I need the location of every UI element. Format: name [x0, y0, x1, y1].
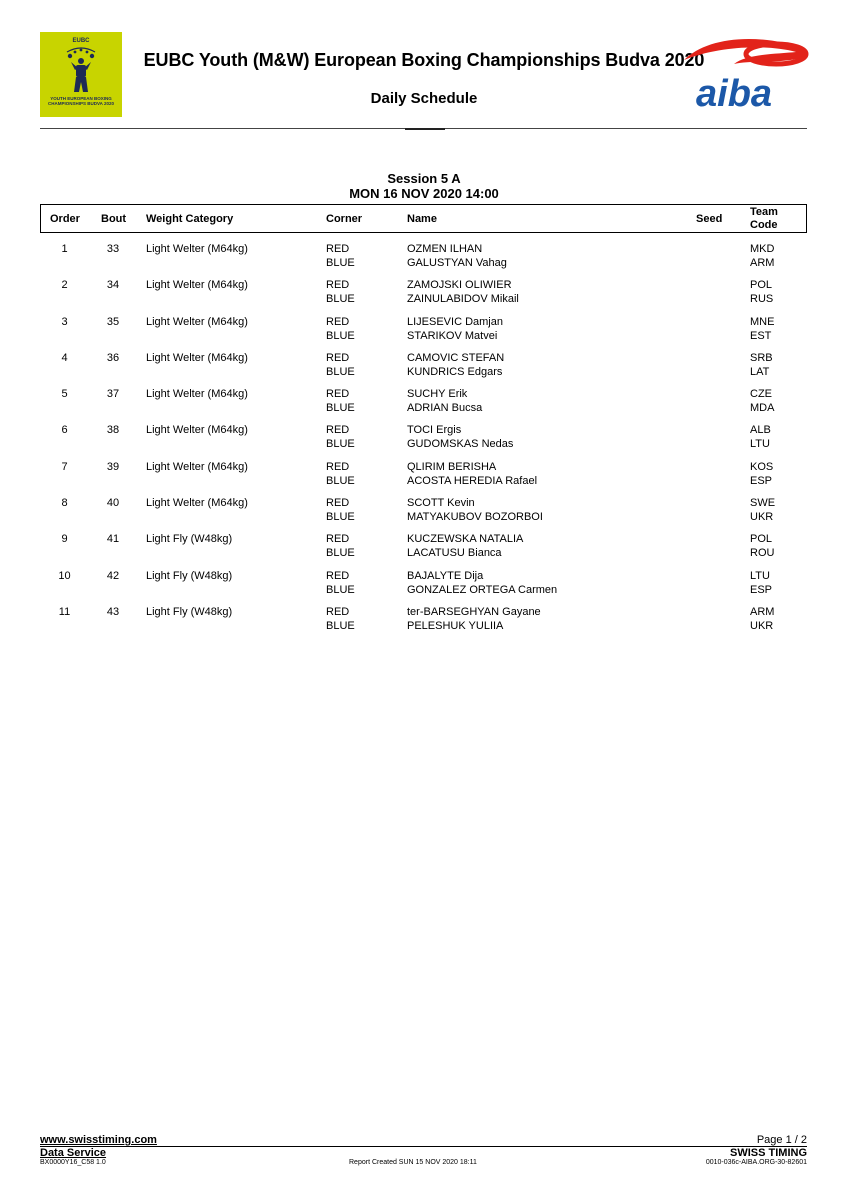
corner-red: RED [326, 460, 350, 473]
bout-order: 5 [61, 388, 68, 401]
table-row [40, 569, 807, 605]
column-header-team-line2: Code [750, 219, 778, 231]
weight-category: Light Welter (M64kg) [146, 279, 248, 292]
table-row [40, 278, 807, 314]
corner-red: RED [326, 315, 350, 328]
boxer-name-blue: ADRIAN Bucsa [407, 402, 483, 415]
table-row [40, 351, 807, 387]
boxer-name-red: SUCHY Erik [407, 388, 468, 401]
corner-blue: BLUE [326, 329, 355, 342]
corner-blue: BLUE [326, 402, 355, 415]
corner-red: RED [326, 279, 350, 292]
boxer-name-red: OZMEN ILHAN [407, 243, 483, 255]
bout-number: 35 [106, 315, 120, 328]
corner-blue: BLUE [326, 438, 355, 451]
boxer-name-blue: ZAINULABIDOV Mikail [407, 293, 519, 306]
weight-category: Light Welter (M64kg) [146, 497, 248, 510]
bout-number: 38 [106, 424, 120, 437]
column-header-team-code [750, 206, 790, 232]
footer-swiss-timing: SWISS TIMING [730, 1147, 807, 1159]
column-header-name: Name [407, 213, 437, 225]
corner-red: RED [326, 243, 350, 255]
team-code-blue: LTU [750, 438, 770, 451]
corner-blue: BLUE [326, 547, 355, 560]
boxer-name-red: SCOTT Kevin [407, 497, 475, 510]
team-code-red: SWE [750, 497, 776, 510]
weight-category: Light Welter (M64kg) [146, 243, 248, 255]
boxer-name-blue: LACATUSU Bianca [407, 547, 502, 560]
boxer-name-blue: GALUSTYAN Vahag [407, 257, 507, 269]
corner-blue: BLUE [326, 619, 355, 632]
team-code-blue: LAT [750, 365, 770, 378]
bout-order: 2 [61, 279, 68, 292]
corner-red: RED [326, 569, 350, 582]
column-header-bout: Bout [101, 213, 127, 225]
weight-category: Light Welter (M64kg) [146, 460, 248, 473]
corner-blue: BLUE [326, 293, 355, 306]
bout-number: 40 [106, 497, 120, 510]
team-code-red: MKD [750, 243, 775, 255]
boxer-name-red: QLIRIM BERISHA [407, 460, 497, 473]
schedule-table-body [40, 242, 807, 641]
corner-blue: BLUE [326, 474, 355, 487]
bout-order: 1 [61, 243, 68, 255]
footer-website-link[interactable]: www.swisstiming.com [40, 1134, 157, 1146]
boxer-name-blue: KUNDRICS Edgars [407, 365, 503, 378]
table-row [40, 605, 807, 641]
corner-red: RED [326, 533, 350, 546]
header-divider-accent [405, 128, 445, 130]
corner-blue: BLUE [326, 511, 355, 524]
team-code-red: SRB [750, 351, 773, 364]
table-row [40, 423, 807, 459]
boxer-name-blue: PELESHUK YULIIA [407, 619, 504, 632]
team-code-red: ALB [750, 424, 771, 437]
boxer-name-red: ter-BARSEGHYAN Gayane [407, 605, 541, 618]
bout-number: 33 [106, 243, 120, 255]
schedule-table-header [40, 204, 807, 233]
bout-number: 36 [106, 351, 120, 364]
corner-blue: BLUE [326, 257, 355, 269]
column-header-seed: Seed [696, 213, 723, 225]
weight-category: Light Welter (M64kg) [146, 351, 248, 364]
team-code-blue: ARM [750, 257, 775, 269]
document-subtitle: Daily Schedule [370, 90, 478, 107]
bout-order: 4 [61, 351, 68, 364]
boxer-name-red: CAMOVIC STEFAN [407, 351, 505, 364]
corner-red: RED [326, 388, 350, 401]
bout-order: 7 [61, 460, 68, 473]
corner-blue: BLUE [326, 583, 355, 596]
column-header-team-line1: Team [750, 206, 778, 218]
weight-category: Light Welter (M64kg) [146, 315, 248, 328]
team-code-blue: ROU [750, 547, 775, 560]
team-code-blue: EST [750, 329, 772, 342]
bout-order: 8 [61, 497, 68, 510]
bout-order: 6 [61, 424, 68, 437]
weight-category: Light Welter (M64kg) [146, 424, 248, 437]
table-row [40, 387, 807, 423]
bout-order: 3 [61, 315, 68, 328]
team-code-blue: UKR [750, 619, 774, 632]
boxer-name-red: KUCZEWSKA NATALIA [407, 533, 524, 546]
team-code-red: MNE [750, 315, 775, 328]
bout-number: 41 [106, 533, 120, 546]
column-header-order: Order [50, 213, 80, 225]
team-code-blue: UKR [750, 511, 774, 524]
footer-divider [40, 1146, 807, 1147]
eubc-logo-text: EUBC [72, 38, 90, 44]
corner-red: RED [326, 424, 350, 437]
corner-red: RED [326, 351, 350, 364]
session-name: Session 5 A [387, 171, 461, 186]
team-code-red: POL [750, 279, 773, 292]
bout-number: 37 [106, 388, 120, 401]
boxer-name-red: TOCI Ergis [407, 424, 462, 437]
team-code-blue: ESP [750, 583, 773, 596]
team-code-red: LTU [750, 569, 770, 582]
table-row [40, 242, 807, 278]
eubc-logo-subtitle: YOUTH EUROPEAN BOXING CHAMPIONSHIPS BUDVA 2020 [47, 96, 114, 106]
team-code-red: POL [750, 533, 773, 546]
bout-order: 10 [58, 569, 71, 582]
boxer-name-blue: MATYAKUBOV BOZORBOI [407, 511, 543, 524]
boxer-name-blue: ACOSTA HEREDIA Rafael [407, 474, 538, 487]
table-row [40, 532, 807, 568]
boxer-name-blue: GONZALEZ ORTEGA Carmen [407, 583, 558, 596]
table-row [40, 496, 807, 532]
weight-category: Light Fly (W48kg) [146, 533, 233, 546]
session-info [0, 171, 848, 201]
bout-number: 43 [106, 605, 120, 618]
bout-order: 11 [58, 605, 71, 618]
weight-category: Light Fly (W48kg) [146, 569, 233, 582]
weight-category: Light Fly (W48kg) [146, 605, 233, 618]
aiba-logo-text: aiba [696, 73, 773, 114]
aiba-logo [676, 34, 810, 114]
document-title: EUBC Youth (M&W) European Boxing Championships Budva 2020 [143, 50, 705, 70]
footer-report-created: Report Created SUN 15 NOV 2020 18:11 [349, 1159, 477, 1166]
boxer-name-red: BAJALYTE Dija [407, 569, 484, 582]
boxer-name-red: LIJESEVIC Damjan [407, 315, 503, 328]
corner-blue: BLUE [326, 365, 355, 378]
team-code-blue: MDA [750, 402, 775, 415]
team-code-red: CZE [750, 388, 772, 401]
footer-page-number: Page 1 / 2 [756, 1134, 807, 1146]
bout-number: 34 [106, 279, 120, 292]
team-code-blue: RUS [750, 293, 774, 306]
table-row [40, 460, 807, 496]
session-datetime: MON 16 NOV 2020 14:00 [349, 186, 499, 201]
bout-number: 42 [106, 569, 120, 582]
corner-red: RED [326, 497, 350, 510]
footer-data-service: Data Service [40, 1147, 107, 1159]
footer-document-code: BX0000Y16_C58 1.0 [40, 1159, 106, 1166]
table-row [40, 315, 807, 351]
boxer-name-red: ZAMOJSKI OLIWIER [407, 279, 512, 292]
weight-category: Light Welter (M64kg) [146, 388, 248, 401]
bout-number: 39 [106, 460, 120, 473]
bout-order: 9 [61, 533, 68, 546]
column-header-corner: Corner [326, 213, 363, 225]
team-code-blue: ESP [750, 474, 773, 487]
boxer-name-blue: GUDOMSKAS Nedas [407, 438, 514, 451]
footer-reference: 0010-036c-AIBA.ORG-30-82601 [705, 1159, 807, 1166]
boxer-name-blue: STARIKOV Matvei [407, 329, 498, 342]
corner-red: RED [326, 605, 350, 618]
team-code-red: ARM [750, 605, 775, 618]
column-header-weight-category: Weight Category [146, 213, 234, 225]
team-code-red: KOS [750, 460, 774, 473]
